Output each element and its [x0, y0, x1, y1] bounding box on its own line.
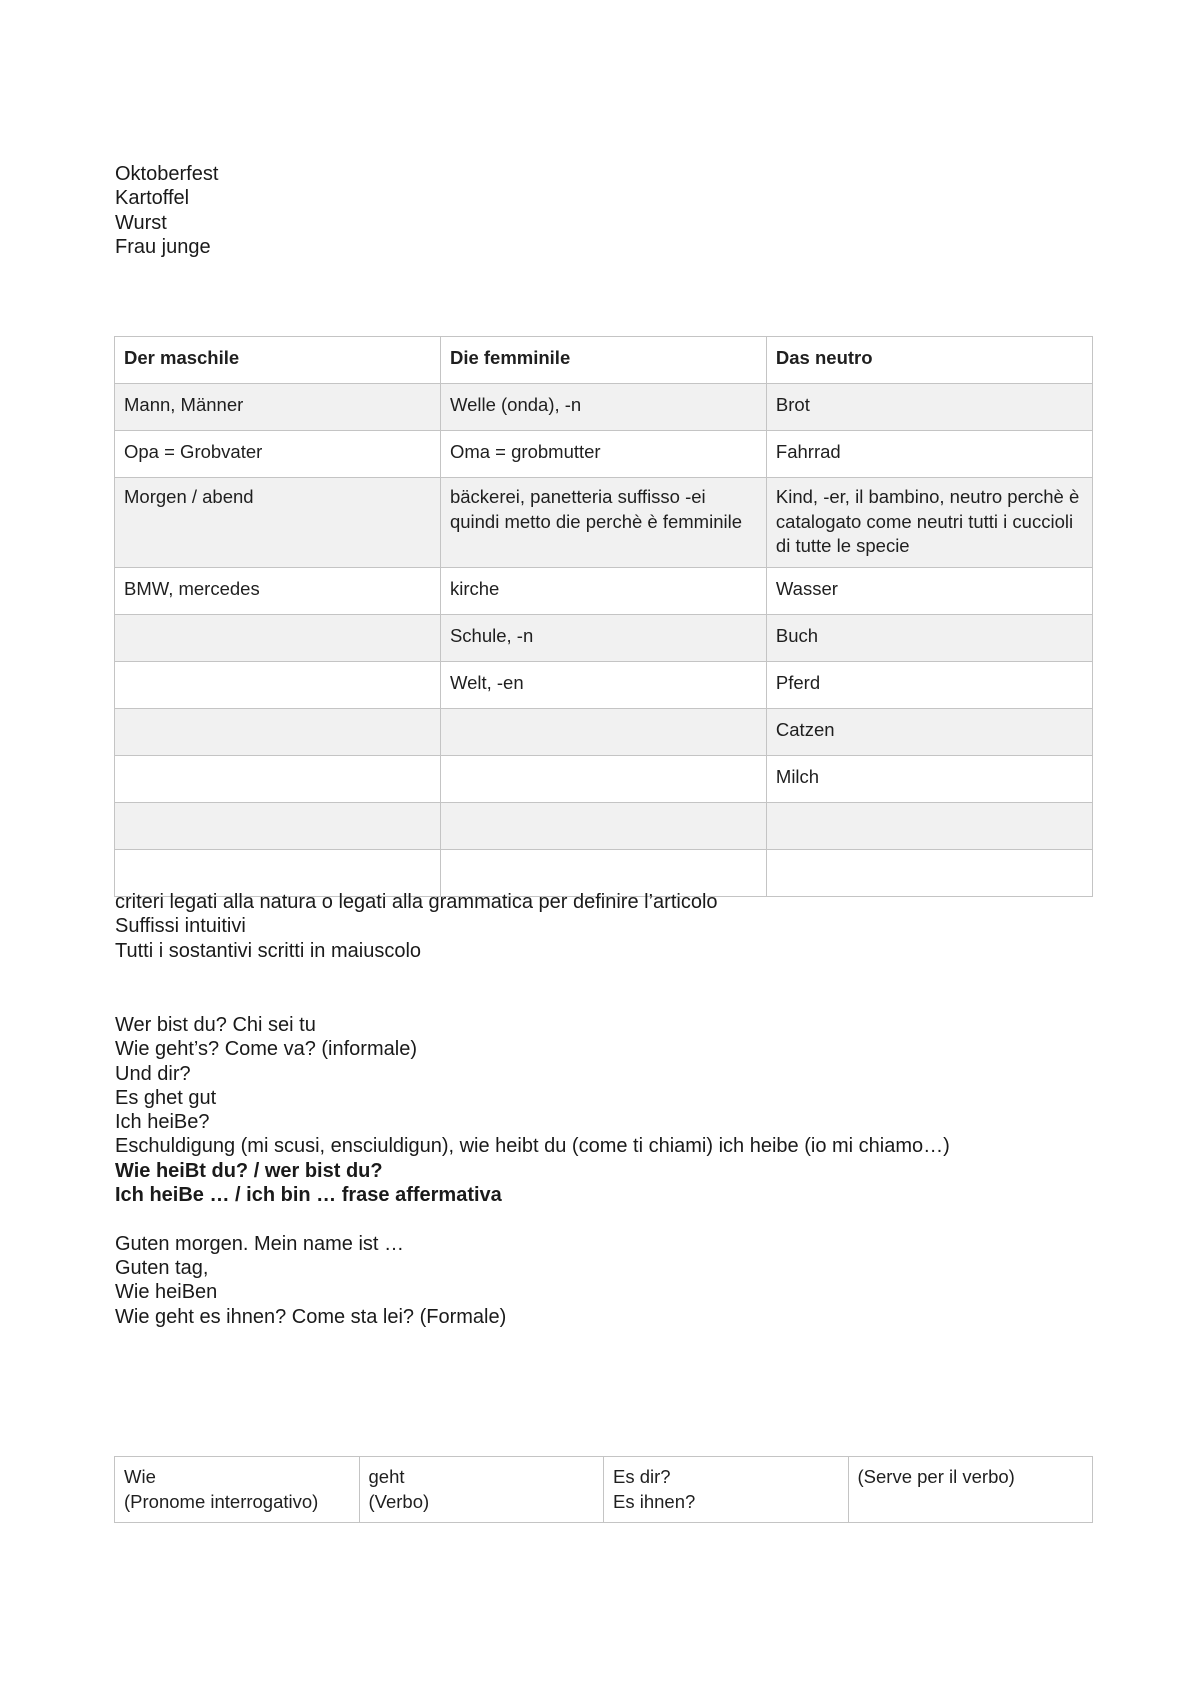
articles-table: [114, 336, 1093, 897]
phrase-line: Ich heiBe?: [115, 1111, 210, 1134]
table-cell: Oma = grobmutter: [440, 431, 766, 478]
cell-line: (Pronome interrogativo): [124, 1491, 319, 1512]
phrase-line: Wie geht’s? Come va? (informale): [115, 1038, 417, 1061]
table-cell: [848, 1457, 1093, 1523]
word-item: Frau junge: [115, 235, 211, 258]
table-row: [115, 567, 1093, 614]
table-cell: Morgen / abend: [115, 478, 441, 568]
table-cell: [115, 849, 441, 896]
table-cell: [440, 708, 766, 755]
table-cell: bäckerei, panetteria suffisso -ei quindi metto die perchè è femminile: [440, 478, 766, 568]
phrase-line: Wie geht es ihnen? Come sta lei? (Formale): [115, 1305, 507, 1328]
table-cell: [115, 755, 441, 802]
phrase-line-bold: Ich heiBe … / ich bin … frase affermativa: [115, 1184, 502, 1207]
phrases-list: [115, 1013, 950, 1329]
table-cell: [440, 755, 766, 802]
table-cell: Welle (onda), -n: [440, 384, 766, 431]
table-cell: kirche: [440, 567, 766, 614]
header-masculine: Der maschile: [115, 337, 441, 384]
table-cell: Milch: [766, 755, 1092, 802]
table-row: [115, 755, 1093, 802]
table-cell: [440, 802, 766, 849]
table-row: [115, 708, 1093, 755]
phrase-line-bold: Wie heiBt du? / wer bist du?: [115, 1159, 383, 1182]
table-cell: Buch: [766, 614, 1092, 661]
table-row: [115, 431, 1093, 478]
table-cell: [604, 1457, 849, 1523]
table-cell: Mann, Männer: [115, 384, 441, 431]
phrase-line: Es ghet gut: [115, 1086, 217, 1109]
cell-line: geht: [368, 1466, 405, 1487]
cell-line: Es dir?: [613, 1466, 671, 1487]
table-cell: [115, 661, 441, 708]
table-row: [115, 384, 1093, 431]
word-item: Kartoffel: [115, 187, 190, 210]
table-cell: Wasser: [766, 567, 1092, 614]
phrase-line: Guten morgen. Mein name ist …: [115, 1232, 405, 1255]
table-cell: [359, 1457, 604, 1523]
verb-structure-table: [114, 1456, 1093, 1523]
table-cell: Schule, -n: [440, 614, 766, 661]
word-list: [115, 162, 218, 259]
table-cell: Welt, -en: [440, 661, 766, 708]
table-row: [115, 849, 1093, 896]
table-cell: [766, 802, 1092, 849]
table-cell: Brot: [766, 384, 1092, 431]
cell-line: Es ihnen?: [613, 1491, 696, 1512]
table-cell: Kind, -er, il bambino, neutro perchè è catalogato come neutri tutti i cuccioli di tutte le specie: [766, 478, 1092, 568]
table-row: [115, 478, 1093, 568]
note-line: criteri legati alla natura o legati alla grammatica per definire l’articolo: [115, 891, 718, 913]
phrase-line: Wer bist du? Chi sei tu: [115, 1014, 316, 1036]
cell-line: (Serve per il verbo): [857, 1466, 1015, 1487]
table-cell: [115, 1457, 360, 1523]
table-header-row: [115, 337, 1093, 384]
header-feminine: Die femminile: [440, 337, 766, 384]
phrase-line: Wie heiBen: [115, 1281, 218, 1304]
table-row: [115, 802, 1093, 849]
table-cell: [115, 708, 441, 755]
phrase-line: Eschuldigung (mi scusi, ensciuldigun), wie heibt du (come ti chiami) ich heibe (io mi chiamo…): [115, 1135, 950, 1158]
word-item: Wurst: [115, 211, 167, 234]
cell-line: Wie: [124, 1466, 156, 1487]
blank-line: [115, 1207, 950, 1231]
note-line: Tutti i sostantivi scritti in maiuscolo: [115, 939, 422, 962]
table-cell: Opa = Grobvater: [115, 431, 441, 478]
table-row: [115, 614, 1093, 661]
table-cell: [115, 614, 441, 661]
table-cell: [766, 849, 1092, 896]
table-cell: Pferd: [766, 661, 1092, 708]
note-line: Suffissi intuitivi: [115, 915, 246, 938]
table-cell: [115, 802, 441, 849]
table-cell: BMW, mercedes: [115, 567, 441, 614]
phrase-line: Und dir?: [115, 1062, 191, 1085]
table-cell: Fahrrad: [766, 431, 1092, 478]
table-cell: Catzen: [766, 708, 1092, 755]
word-item: Oktoberfest: [115, 163, 219, 185]
notes-list: [115, 890, 718, 963]
cell-line: (Verbo): [368, 1491, 430, 1512]
table-cell: [440, 849, 766, 896]
table-row: [115, 661, 1093, 708]
table-row: [115, 1457, 1093, 1523]
header-neuter: Das neutro: [766, 337, 1092, 384]
phrase-line: Guten tag,: [115, 1256, 209, 1279]
